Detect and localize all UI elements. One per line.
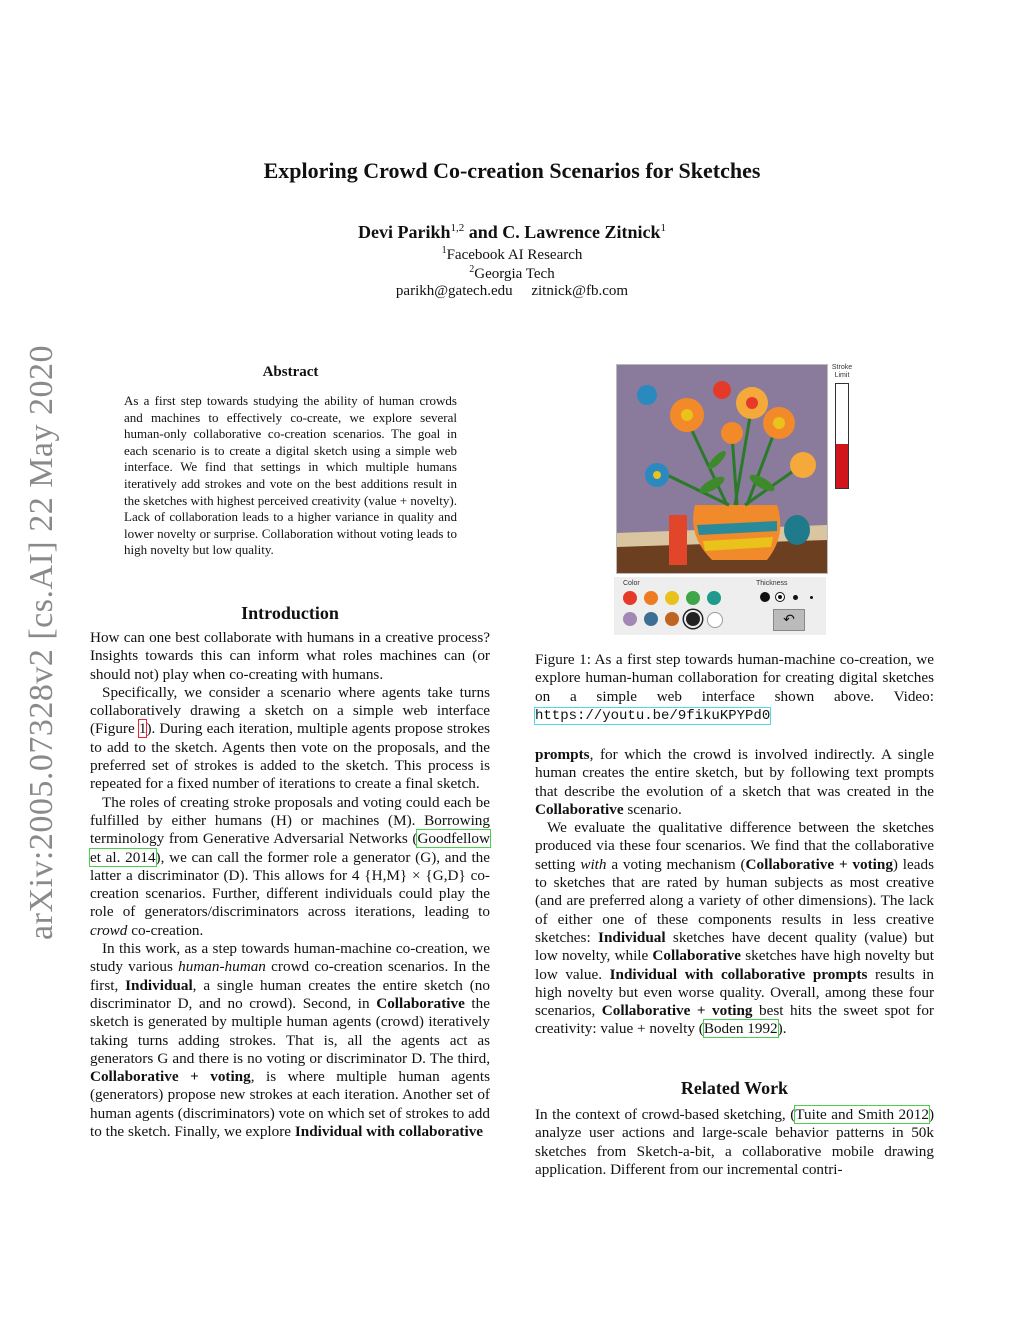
author-1-sup: 1,2 <box>450 222 465 234</box>
citation-boden[interactable]: Boden 1992 <box>703 1020 778 1038</box>
color-swatch[interactable] <box>686 612 700 626</box>
color-swatch[interactable] <box>707 612 723 628</box>
color-swatch[interactable] <box>665 612 679 626</box>
author-line <box>0 222 1024 243</box>
figure-caption: Figure 1: As a first step towards human-machine co-creation, we explore human-human collaboration for creating digital sketches on a simple web interface shown above. Video: https://youtu.be/9fikuKPYPd0 <box>535 651 934 724</box>
author-1: Devi Parikh <box>358 222 451 242</box>
thickness-label: Thickness <box>756 580 788 587</box>
author-2-sup: 1 <box>660 222 666 234</box>
right-p1: prompts, for which the crowd is involved indirectly. A single human creates the entire sketch, but by following text prompts that describe the evolution of a sketch that was created in the Collaborative scenario. <box>535 746 934 818</box>
undo-button[interactable]: ↶ <box>773 609 805 631</box>
stroke-limit-label: Stroke Limit <box>831 364 853 379</box>
sketch-canvas[interactable] <box>616 364 828 574</box>
related-work-heading: Related Work <box>680 1078 789 1098</box>
thickness-large[interactable] <box>760 592 770 602</box>
citation-goodfellow[interactable]: Goodfellow et al. 2014 <box>90 830 490 866</box>
intro-heading: Introduction <box>241 603 339 623</box>
color-swatch[interactable] <box>644 591 658 605</box>
citation-tuite-smith[interactable]: Tuite and Smith 2012 <box>795 1106 929 1123</box>
intro-p4: In this work, as a step towards human-machine co-creation, we study various human-human crowd co-creation scenarios. In the first, Individual, a single human creates the entire sketch (no discriminator D, and no crowd). Second, in Collaborative the sketch is generated by multiple human agents (crowd) iteratively taking turns adding strokes. That is, all the agents act as generators G and there is no voting or discriminator D. The third, Collaborative + voting, is where multiple human agents (generators) propose new strokes at each iteration. Another set of human agents (discriminators) vote on which set of strokes to add to the sketch. Finally, we explore Individual with collaborative <box>90 940 490 1141</box>
stroke-limit-fill <box>836 444 848 488</box>
right-p2: We evaluate the qualitative difference between the sketches produced via these four scenarios. We find that the collaborative setting with a voting mechanism (Collaborative + voting) leads to sketches that are rated by human subjects as most creative (and are preferred along a variety of other dimensions). The lack of either one of these components results in less creative sketches: Individual sketches have decent quality (value) but low novelty, while Collaborative sketches have high novelty but low value. Individual with collaborative prompts results in high novelty but even worse quality. Overall, among these four scenarios, Collaborative + voting best hits the sweet spot for creativity: value + novelty (Boden 1992). <box>535 819 935 1038</box>
abstract-text: As a first step towards studying the ability of human crowds and machines to effectively co-create, we explore several human-only collaborative co-creation scenarios. The goal in each scenario is to create a digital sketch using a simple web interface. We find that settings in which multiple humans iteratively add strokes and vote on the best additions result in the sketches with highest perceived creativity (value + novelty). Lack of collaboration leads to a higher variance in quality and lower novelty or surprise. Collaboration without voting leads to high novelty but low quality. <box>124 393 457 558</box>
intro-p1: How can one best collaborate with humans in a creative process? Insights towards this can inform what roles machines can (or should not) play when co-creating with humans. <box>90 629 490 683</box>
flower-sketch-illustration <box>617 365 827 573</box>
related-work-text: In the context of crowd-based sketching, (Tuite and Smith 2012) analyze user actions and large-scale behavior patterns in 50k sketches from Sketch-a-bit, a collaborative mobile drawing application. Different from our incremental contri- <box>535 1106 934 1178</box>
color-swatch[interactable] <box>665 591 679 605</box>
intro-p3: The roles of creating stroke proposals and voting could each be fulfilled by either humans (H) or machines (M). Borrowing terminology from Generative Adversarial Networks (Goodfellow et al. 2014), we can call the former role a generator (G), and the latter a discriminator (D). This allows for 4 {H,M} × {G,D} co-creation scenarios. Further, different individuals could play the role of generators/discriminators across iterations, leading to crowd co-creation. <box>90 793 490 939</box>
color-swatch[interactable] <box>644 612 658 626</box>
intro-p2: Specifically, we consider a scenario where agents take turns collaboratively drawing a sketch on a simple web interface (Figure 1). During each iteration, multiple agents propose strokes to add to the sketch. Agents then vote on the proposals, and the preferred set of strokes is added to the sketch. This process is repeated for a fixed number of iterations to create a final sketch. <box>90 683 490 793</box>
affiliation-1: $^1$Facebook AI Research <box>441 245 583 263</box>
video-link[interactable]: https://youtu.be/9fikuKPYPd0 <box>535 707 771 724</box>
thickness-small[interactable] <box>793 595 798 600</box>
right-column <box>535 746 934 1039</box>
abstract-heading: Abstract <box>262 364 319 380</box>
color-swatch[interactable] <box>686 591 700 605</box>
arxiv-identifier: arXiv:2005.07328v2 [cs.AI] 22 May 2020 <box>23 344 60 940</box>
emails: parikh@gatech.edu zitnick@fb.com <box>395 283 629 299</box>
left-column <box>90 629 490 1141</box>
thickness-tiny[interactable] <box>810 596 813 599</box>
color-swatch[interactable] <box>623 612 637 626</box>
color-label: Color <box>623 580 640 587</box>
color-swatch[interactable] <box>707 591 721 605</box>
paper-title: Exploring Crowd Co-creation Scenarios for Sketches <box>263 158 761 183</box>
thickness-medium-selected[interactable] <box>775 592 785 602</box>
author-2: and C. Lawrence Zitnick <box>464 222 661 242</box>
color-swatch[interactable] <box>623 591 637 605</box>
stroke-limit-meter <box>835 383 849 489</box>
figure-ref-link[interactable]: 1 <box>138 720 147 738</box>
affiliation-2: $^2$Georgia Tech <box>469 264 555 282</box>
